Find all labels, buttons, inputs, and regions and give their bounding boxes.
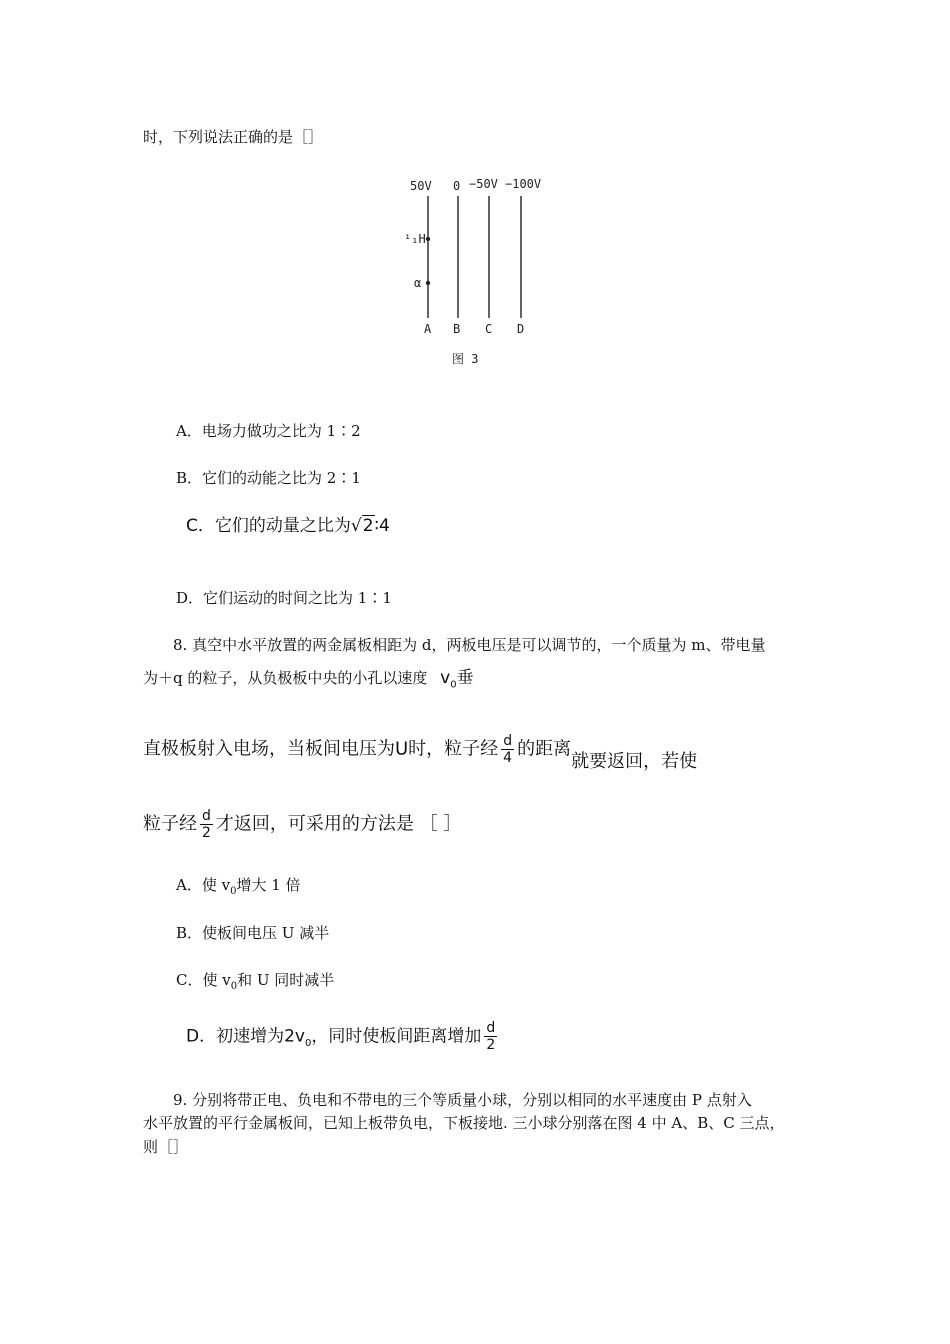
potential-label: −100V	[505, 177, 542, 191]
particle-alpha-dot	[426, 281, 430, 285]
q7-option-d: D．它们运动的时间之比为 1∶1	[176, 589, 392, 607]
figure-3	[400, 170, 560, 380]
particle-h-dot	[426, 237, 430, 241]
potential-label: 50V	[410, 179, 432, 193]
particle-h-label: ¹₁H	[404, 232, 426, 246]
q8-line2: 为＋q 的粒子，从负极板中央的小孔以速度 $v_0$垂	[143, 668, 474, 691]
q8-option-d: D．初速增为$2v_0$，同时使板间距离增加 $\frac{d}{2}$	[186, 1020, 496, 1053]
fraction-d-over-2: $\frac{d}{2}$	[201, 808, 211, 841]
q8-line4: 粒子经 $\frac{d}{2}$ 才返回，可采用的方法是 ［ ］	[143, 808, 462, 841]
figure-caption: 图 3	[452, 352, 479, 366]
q7-option-a: A．电场力做功之比为 1∶2	[176, 422, 361, 440]
plate-label: B	[453, 322, 461, 336]
q8-line3: 直极板射入电场，当板间电压为U时，粒子经 $\frac{d}{4}$ 的距离就要返回，若使	[143, 733, 698, 772]
q9-line3: 则［］	[143, 1138, 189, 1156]
sqrt-symbol: √2	[350, 516, 374, 536]
potential-label: −50V	[469, 177, 498, 191]
q8-option-a: A．使 $v_0$增大 1 倍	[176, 876, 301, 897]
q7-option-c: C．它们的动量之比为√2∶4	[186, 516, 390, 536]
q9-line1: 9. 分别将带正电、负电和不带电的三个等质量小球，分别以相同的水平速度由 P 点射入	[173, 1091, 752, 1109]
intro-text: 时，下列说法正确的是［］	[143, 128, 324, 146]
plate-label: D	[517, 322, 525, 336]
plate-label: C	[485, 322, 493, 336]
q9-line2: 水平放置的平行金属板间，已知上板带负电，下板接地. 三小球分别落在图 4 中 A、B、C 三点，	[143, 1114, 785, 1132]
particle-alpha-label: α	[414, 276, 422, 290]
q8-line1: 8. 真空中水平放置的两金属板相距为 d，两板电压是可以调节的，一个质量为 m、带电量	[173, 636, 766, 654]
fraction-d-over-2: $\frac{d}{2}$	[486, 1020, 496, 1053]
q8-option-c: C．使 $v_0$和 U 同时减半	[176, 971, 335, 992]
plate-label: A	[424, 322, 432, 336]
q7-option-b: B．它们的动能之比为 2∶1	[176, 469, 361, 487]
fraction-d-over-4: $\frac{d}{4}$	[503, 733, 513, 766]
potential-label: 0	[453, 179, 461, 193]
q8-option-b: B．使板间电压 U 减半	[176, 924, 330, 942]
